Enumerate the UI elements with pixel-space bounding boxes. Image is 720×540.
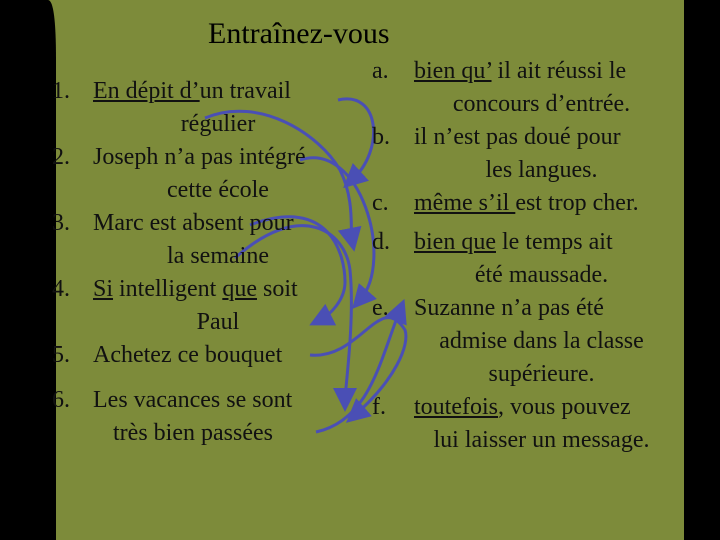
text-run: concours d’entrée. <box>452 91 631 117</box>
right-item-line <box>414 88 669 121</box>
left-item-number: 2. <box>52 144 70 170</box>
text-run: que <box>222 276 257 302</box>
left-item-continuation: la semaine <box>167 243 269 269</box>
right-item-letter: d. <box>372 229 390 255</box>
left-item-continuation: régulier <box>180 111 256 137</box>
right-item-line <box>414 154 669 187</box>
left-item-continuation: cette école <box>167 177 269 203</box>
right-item-line <box>414 391 631 424</box>
left-item-number: 6. <box>52 387 70 413</box>
slide-title: Entraînez-vous <box>208 17 390 50</box>
right-item-letter: c. <box>372 190 389 216</box>
text-run: toutefois <box>414 394 498 420</box>
text-run: Les vacances se sont <box>93 387 293 413</box>
right-item-letter: e. <box>372 295 389 321</box>
left-item-line <box>93 384 292 417</box>
text-run: Achetez ce bouquet <box>93 342 283 368</box>
right-frame-bar <box>684 0 720 540</box>
text-run: Si <box>93 276 114 302</box>
left-item-continuation: très bien passées <box>113 420 273 446</box>
right-item-line <box>414 259 669 292</box>
text-run: il ait réussi le <box>491 58 627 84</box>
text-run: intelligent <box>113 276 223 302</box>
text-run: , vous pouvez <box>498 394 631 420</box>
text-run: il n’est pas doué pour <box>414 124 621 150</box>
text-run: le temps ait <box>495 229 613 255</box>
text-run: même s’il <box>414 190 516 216</box>
right-item-line <box>414 424 669 457</box>
right-item-line <box>414 121 621 154</box>
text-run: soit <box>256 276 298 302</box>
text-run: Marc est absent pour <box>93 210 294 236</box>
text-run: supérieure. <box>488 361 595 387</box>
left-item-number: 3. <box>52 210 70 236</box>
left-item-line <box>93 75 291 108</box>
left-item-line <box>93 207 294 240</box>
right-item-letter: b. <box>372 124 390 150</box>
text-run: est trop cher. <box>515 190 639 216</box>
text-run: Joseph n’a pas intégré <box>93 144 306 170</box>
text-run: Suzanne n’a pas été <box>414 295 604 321</box>
text-run: un travail <box>199 78 291 104</box>
left-item-number: 1. <box>52 78 70 104</box>
text-run: bien qu’ <box>414 58 492 84</box>
right-item-letter: a. <box>372 58 389 84</box>
text-run: admise dans la classe <box>439 328 644 354</box>
right-item-line <box>414 358 669 391</box>
text-run: les langues. <box>485 157 598 183</box>
text-run: En dépit d’ <box>93 78 200 104</box>
right-item-line <box>414 226 613 259</box>
left-item-number: 5. <box>52 342 70 368</box>
left-item-number: 4. <box>52 276 70 302</box>
left-item-line <box>93 339 282 372</box>
text-run: bien que <box>414 229 496 255</box>
right-item-line <box>414 55 626 88</box>
right-item-letter: f. <box>372 394 386 420</box>
text-run: été maussade. <box>474 262 609 288</box>
left-item-continuation: Paul <box>196 309 240 335</box>
left-item-line <box>93 273 298 306</box>
left-item-line <box>93 141 306 174</box>
text-run: lui laisser un message. <box>433 427 650 453</box>
right-item-line <box>414 292 604 325</box>
right-item-line <box>414 187 639 220</box>
right-item-line <box>414 325 669 358</box>
